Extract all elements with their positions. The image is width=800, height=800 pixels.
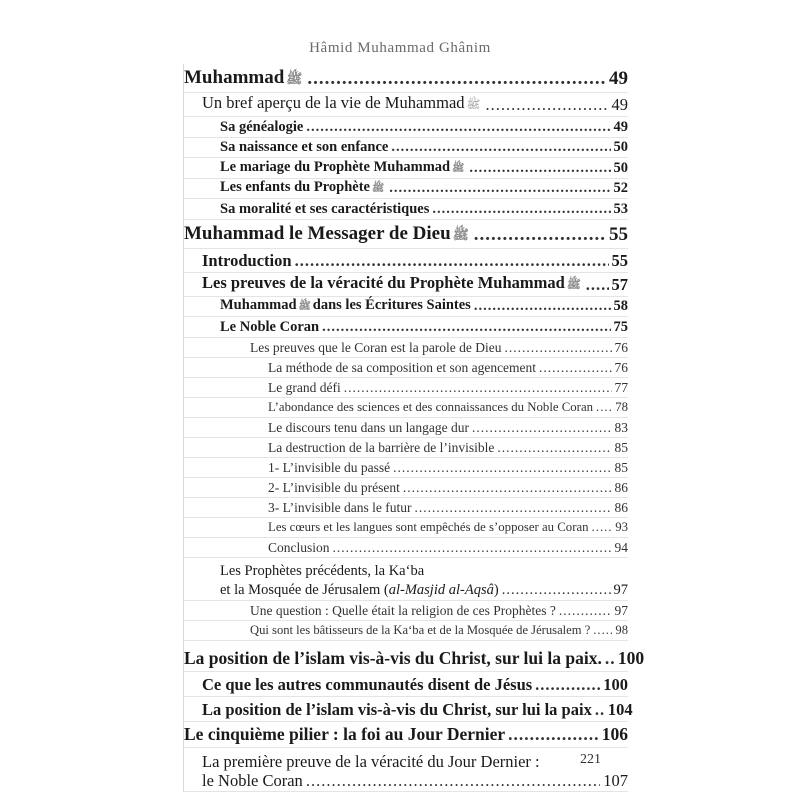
dot-leader — [605, 645, 615, 671]
toc-entry-page: 49 — [611, 95, 628, 114]
toc-entry-page: 83 — [614, 419, 628, 435]
toc-entry-page: 55 — [611, 250, 628, 270]
dot-leader — [596, 398, 612, 417]
toc-entry-title: Un bref aperçu de la vie de Muhammad ﷺ — [202, 93, 481, 112]
toc-entry-page: 85 — [614, 439, 628, 455]
toc-entry[interactable] — [183, 249, 628, 273]
dot-leader — [474, 297, 611, 316]
toc-entry-page: 49 — [609, 68, 628, 89]
toc-entry-page: 97 — [614, 602, 628, 618]
dot-leader — [586, 274, 609, 296]
dot-leader — [322, 318, 610, 337]
toc-entry-page: 76 — [614, 339, 628, 355]
toc-entry[interactable] — [183, 641, 645, 672]
toc-entry-page: 100 — [617, 647, 645, 668]
toc-entry[interactable] — [183, 117, 628, 138]
honorific-icon: ﷺ — [286, 71, 303, 86]
toc-entry-page: 49 — [613, 118, 628, 135]
toc-entry-title: Les enfants du Prophète ﷺ — [220, 179, 385, 195]
toc-entry[interactable] — [183, 518, 628, 538]
dot-leader — [295, 250, 609, 272]
toc-entry-title: L’abondance des sciences et des connaissances du Noble Coran — [268, 399, 594, 414]
table-of-contents — [183, 64, 645, 792]
toc-entry-title: Le Noble Coran — [220, 318, 320, 335]
toc-entry-title: Les preuves de la véracité du Prophète Muhammad ﷺ — [202, 272, 581, 292]
dot-leader — [497, 438, 611, 457]
toc-entry-title-line2: et la Mosquée de Jérusalem (al-Masjid al-Aqsâ) — [220, 581, 499, 598]
toc-entry-page: 100 — [603, 674, 628, 694]
toc-entry[interactable] — [183, 378, 628, 398]
toc-entry[interactable] — [183, 478, 628, 498]
dot-leader — [592, 518, 613, 537]
toc-entry-title: La méthode de sa composition et son agencement — [268, 359, 537, 375]
dot-leader — [393, 458, 611, 477]
toc-entry-page: 93 — [615, 519, 628, 534]
toc-entry-page: 50 — [613, 139, 628, 155]
dot-leader — [535, 674, 600, 696]
dot-leader — [508, 721, 599, 747]
toc-entry-title: Les preuves que le Coran est la parole de Dieu — [250, 339, 502, 355]
toc-entry-page: 78 — [615, 399, 628, 414]
toc-entry-title-line1: La première preuve de la véracité du Jour Dernier : — [202, 751, 540, 771]
toc-entry[interactable] — [183, 558, 628, 601]
toc-entry[interactable] — [183, 418, 628, 438]
toc-entry-title: La position de l’islam vis-à-vis du Christ, sur lui la paix. — [184, 647, 602, 668]
honorific-icon: ﷺ — [466, 99, 481, 111]
toc-entry-page: 55 — [609, 223, 628, 245]
toc-entry[interactable] — [183, 273, 628, 297]
toc-entry[interactable] — [183, 220, 628, 249]
toc-entry-page: 85 — [614, 459, 628, 475]
toc-entry[interactable] — [183, 748, 628, 792]
toc-entry-page: 98 — [615, 622, 628, 637]
toc-entry-title-line2: le Noble Coran — [202, 770, 303, 790]
dot-leader — [344, 378, 612, 397]
toc-entry-title: Le cinquième pilier : la foi au Jour Dernier — [184, 723, 506, 744]
toc-entry-title: Le mariage du Prophète Muhammad ﷺ — [220, 158, 465, 175]
dot-leader — [391, 138, 610, 157]
dot-leader — [333, 538, 612, 557]
toc-entry-title-line1: Les Prophètes précédents, la Ka‘ba — [220, 562, 425, 579]
dot-leader — [306, 118, 610, 137]
honorific-icon: ﷺ — [298, 301, 311, 312]
toc-entry-page: 97 — [613, 581, 628, 598]
dot-leader — [595, 699, 605, 721]
toc-entry-title: Muhammad ﷺ dans les Écritures Saintes — [220, 297, 471, 313]
honorific-icon: ﷺ — [452, 226, 469, 242]
page-number: 221 — [580, 752, 601, 767]
dot-leader — [389, 179, 610, 198]
toc-entry-page: 52 — [613, 180, 628, 196]
dot-leader — [472, 418, 612, 437]
toc-entry-title: Les cœurs et les langues sont empêchés de s’opposer au Coran — [268, 519, 589, 534]
dot-leader — [539, 358, 611, 377]
toc-entry-title: La position de l’islam vis-à-vis du Christ, sur lui la paix — [202, 699, 592, 719]
dot-leader — [403, 478, 612, 497]
toc-entry-title: Conclusion — [268, 539, 330, 555]
dot-leader — [306, 771, 600, 791]
honorific-icon: ﷺ — [452, 162, 465, 174]
toc-entry-page: 50 — [613, 159, 628, 176]
toc-entry-page: 76 — [614, 359, 628, 375]
dot-leader — [593, 621, 612, 640]
running-head: Hâmid Muhammad Ghânim — [309, 40, 491, 56]
toc-entry[interactable] — [183, 64, 628, 93]
toc-entry[interactable] — [183, 199, 628, 220]
dot-leader — [432, 200, 610, 219]
toc-entry-title: La destruction de la barrière de l’invisible — [268, 439, 495, 455]
toc-entry-title: 2- L’invisible du présent — [268, 479, 400, 495]
toc-entry[interactable] — [183, 138, 628, 159]
toc-entry-page: 86 — [614, 499, 628, 515]
toc-entry-page: 107 — [603, 770, 628, 790]
toc-entry[interactable] — [183, 398, 628, 418]
toc-entry[interactable] — [183, 458, 628, 478]
dot-leader — [559, 601, 612, 620]
toc-entry-page: 94 — [614, 539, 628, 555]
toc-entry[interactable] — [183, 93, 628, 117]
toc-entry-title: Ce que les autres communautés disent de Jésus — [202, 674, 533, 694]
toc-entry[interactable] — [183, 621, 628, 641]
toc-entry[interactable] — [183, 317, 628, 338]
toc-entry-title: Muhammad le Messager de Dieu ﷺ — [184, 222, 469, 244]
dot-leader — [474, 222, 606, 248]
toc-entry[interactable] — [183, 672, 628, 697]
dot-leader — [502, 581, 611, 600]
toc-entry-title: Sa naissance et son enfance — [220, 139, 389, 155]
toc-entry-page: 106 — [601, 723, 628, 744]
dot-leader — [485, 94, 608, 116]
toc-entry[interactable] — [183, 297, 628, 318]
toc-entry-title: Une question : Quelle était la religion de ces Prophètes ? — [250, 602, 556, 618]
toc-entry[interactable] — [183, 358, 628, 378]
toc-entry-title: Muhammad ﷺ — [184, 67, 303, 88]
toc-entry-page: 75 — [613, 318, 628, 335]
toc-entry-page: 86 — [614, 479, 628, 495]
toc-entry[interactable] — [183, 697, 633, 722]
toc-entry-page: 77 — [614, 379, 628, 395]
toc-entry-title: Sa moralité et ses caractéristiques — [220, 200, 430, 217]
honorific-icon: ﷺ — [371, 183, 385, 194]
toc-entry-title: 3- L’invisible dans le futur — [268, 499, 412, 515]
toc-entry-page: 57 — [611, 274, 628, 294]
toc-entry-title: Le discours tenu dans un langage dur — [268, 419, 469, 435]
dot-leader — [414, 498, 611, 517]
dot-leader — [469, 159, 610, 178]
toc-entry-title: Sa généalogie — [220, 118, 304, 135]
toc-entry[interactable] — [183, 438, 628, 458]
toc-entry[interactable] — [183, 338, 628, 358]
toc-entry[interactable] — [183, 538, 628, 558]
toc-entry[interactable] — [183, 601, 628, 621]
toc-entry[interactable] — [183, 498, 628, 518]
toc-entry[interactable] — [183, 722, 628, 748]
toc-entry-title: Le grand défi — [268, 379, 341, 395]
dot-leader — [307, 66, 606, 92]
dot-leader — [505, 338, 612, 357]
toc-entry[interactable] — [183, 179, 628, 200]
toc-entry[interactable] — [183, 158, 628, 179]
toc-entry-title: 1- L’invisible du passé — [268, 459, 391, 475]
toc-entry-title: Qui sont les bâtisseurs de la Ka‘ba et de la Mosquée de Jérusalem ? — [250, 622, 591, 637]
toc-entry-title: Introduction — [202, 250, 292, 270]
toc-entry-page: 104 — [607, 699, 633, 719]
honorific-icon: ﷺ — [566, 278, 581, 291]
toc-entry-page: 58 — [613, 298, 628, 314]
toc-entry-page: 53 — [613, 200, 628, 217]
